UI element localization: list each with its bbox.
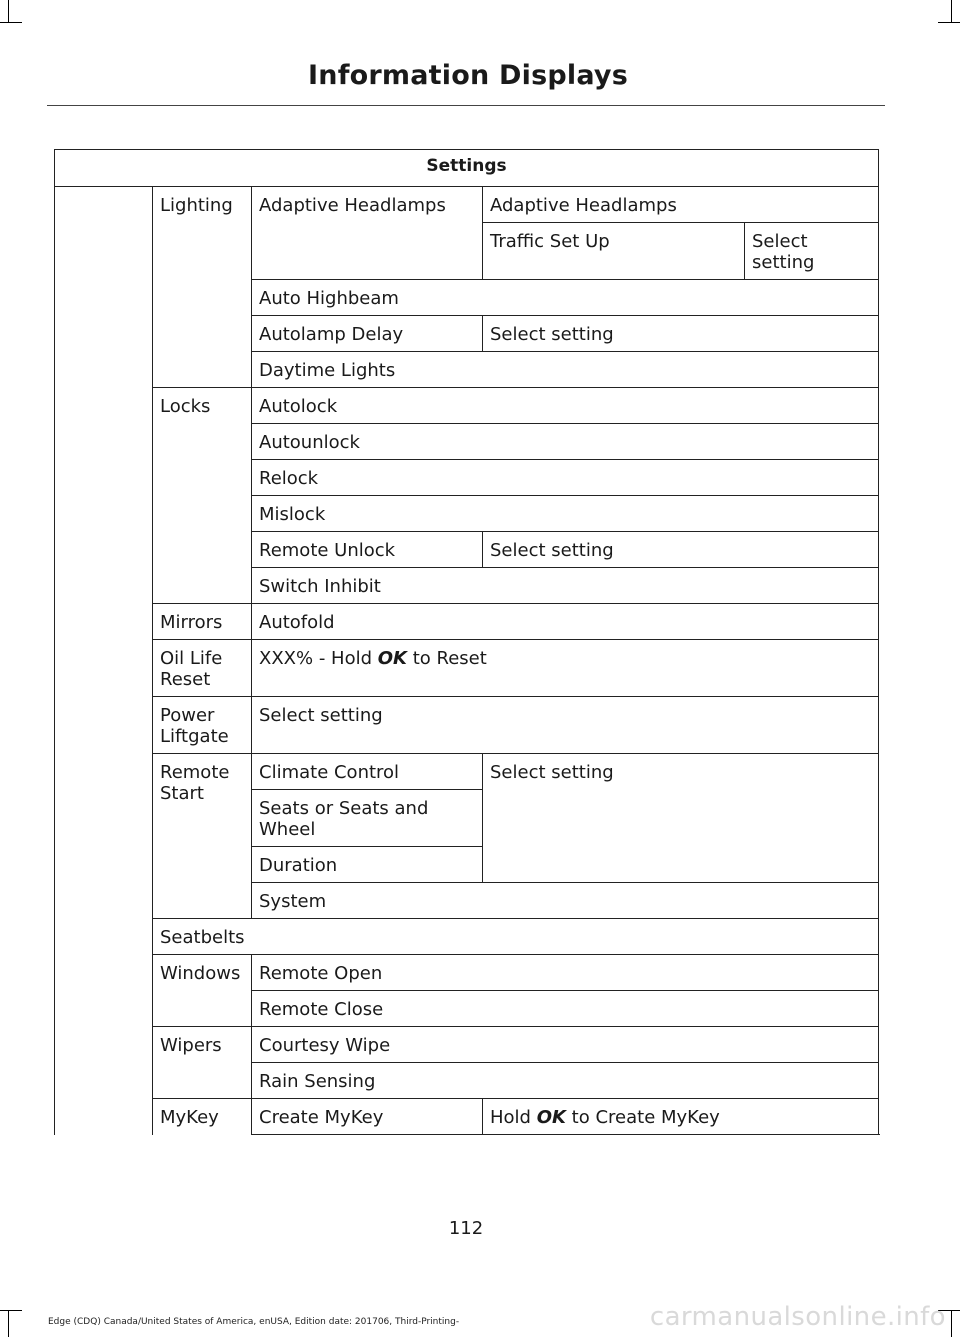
ok-button-label: OK [536, 1107, 566, 1128]
table-cell-power-liftgate: Power Liftgate [153, 697, 252, 754]
table-cell-daytime-lights: Daytime Lights [252, 352, 879, 388]
create-suffix: to Create MyKey [565, 1107, 720, 1128]
table-heading: Settings [55, 150, 879, 187]
table-cell-locks: Locks [153, 388, 252, 604]
table-cell-select-setting: Select setting [483, 316, 879, 352]
crop-mark [0, 22, 22, 23]
crop-mark [0, 1310, 22, 1311]
ok-button-label: OK [377, 648, 407, 669]
table-cell-create-mykey-action [483, 1099, 879, 1135]
table-cell-lighting: Lighting [153, 187, 252, 388]
table-cell-wipers: Wipers [153, 1027, 252, 1099]
crop-mark [938, 22, 960, 23]
table-row [55, 187, 879, 223]
page-number: 112 [448, 1218, 484, 1239]
table-cell-seats-wheel: Seats or Seats and Wheel [252, 790, 483, 847]
table-cell-remote-open: Remote Open [252, 955, 879, 991]
oil-life-suffix: to Reset [406, 648, 487, 669]
crop-mark [8, 0, 9, 22]
create-prefix: Hold [490, 1107, 537, 1128]
table-cell-select-setting: Select setting [483, 754, 879, 883]
table-cell-seatbelts: Seatbelts [153, 919, 879, 955]
table-cell-remote-unlock: Remote Unlock [252, 532, 483, 568]
table-cell-rain-sensing: Rain Sensing [252, 1063, 879, 1099]
table-cell-duration: Duration [252, 847, 483, 883]
table-row [55, 1027, 879, 1063]
table-cell-auto-highbeam: Auto Highbeam [252, 280, 879, 316]
table-cell-autolamp-delay: Autolamp Delay [252, 316, 483, 352]
table-row [55, 754, 879, 790]
table-cell-mykey: MyKey [153, 1099, 252, 1135]
table-cell-adaptive-headlamps-sub: Adaptive Headlamps [483, 187, 879, 223]
table-cell-windows: Windows [153, 955, 252, 1027]
table-cell-empty [55, 187, 153, 1135]
table-cell-relock: Relock [252, 460, 879, 496]
edition-footer: Edge (CDQ) Canada/United States of America, enUSA, Edition date: 201706, Third-Printing- [48, 1317, 460, 1327]
table-row [55, 955, 879, 991]
crop-mark [951, 0, 952, 22]
table-cell-create-mykey: Create MyKey [252, 1099, 483, 1135]
table-cell-mirrors: Mirrors [153, 604, 252, 640]
table-cell-autofold: Autofold [252, 604, 879, 640]
table-cell-system: System [252, 883, 879, 919]
table-cell-autolock: Autolock [252, 388, 879, 424]
table-row [55, 1099, 879, 1135]
table-cell-select-setting: Select setting [483, 532, 879, 568]
table-cell-oil-life-action [252, 640, 879, 697]
table-cell-remote-start: Remote Start [153, 754, 252, 919]
table-row [55, 919, 879, 955]
watermark: carmanualsonline.info [649, 1302, 946, 1332]
page-title: Information Displays [308, 60, 628, 91]
table-cell-switch-inhibit: Switch Inhibit [252, 568, 879, 604]
table-row [55, 604, 879, 640]
table-cell-traffic-set-up: Traffic Set Up [483, 223, 745, 280]
table-cell-autounlock: Autounlock [252, 424, 879, 460]
table-row [55, 388, 879, 424]
table-cell-select-setting: Select setting [745, 223, 879, 280]
table-cell-climate-control: Climate Control [252, 754, 483, 790]
table-row [55, 640, 879, 697]
table-cell-courtesy-wipe: Courtesy Wipe [252, 1027, 879, 1063]
table-cell-select-setting: Select setting [252, 697, 879, 754]
table-cell-mislock: Mislock [252, 496, 879, 532]
settings-table [54, 149, 879, 1135]
oil-life-prefix: XXX% - Hold [259, 648, 378, 669]
title-divider [47, 105, 885, 106]
crop-mark [8, 1310, 9, 1337]
table-cell-adaptive-headlamps: Adaptive Headlamps [252, 187, 483, 280]
table-cell-oil-life-reset: Oil Life Reset [153, 640, 252, 697]
crop-mark [951, 1310, 952, 1337]
table-header-row [55, 150, 879, 187]
table-cell-remote-close: Remote Close [252, 991, 879, 1027]
table-row [55, 697, 879, 754]
